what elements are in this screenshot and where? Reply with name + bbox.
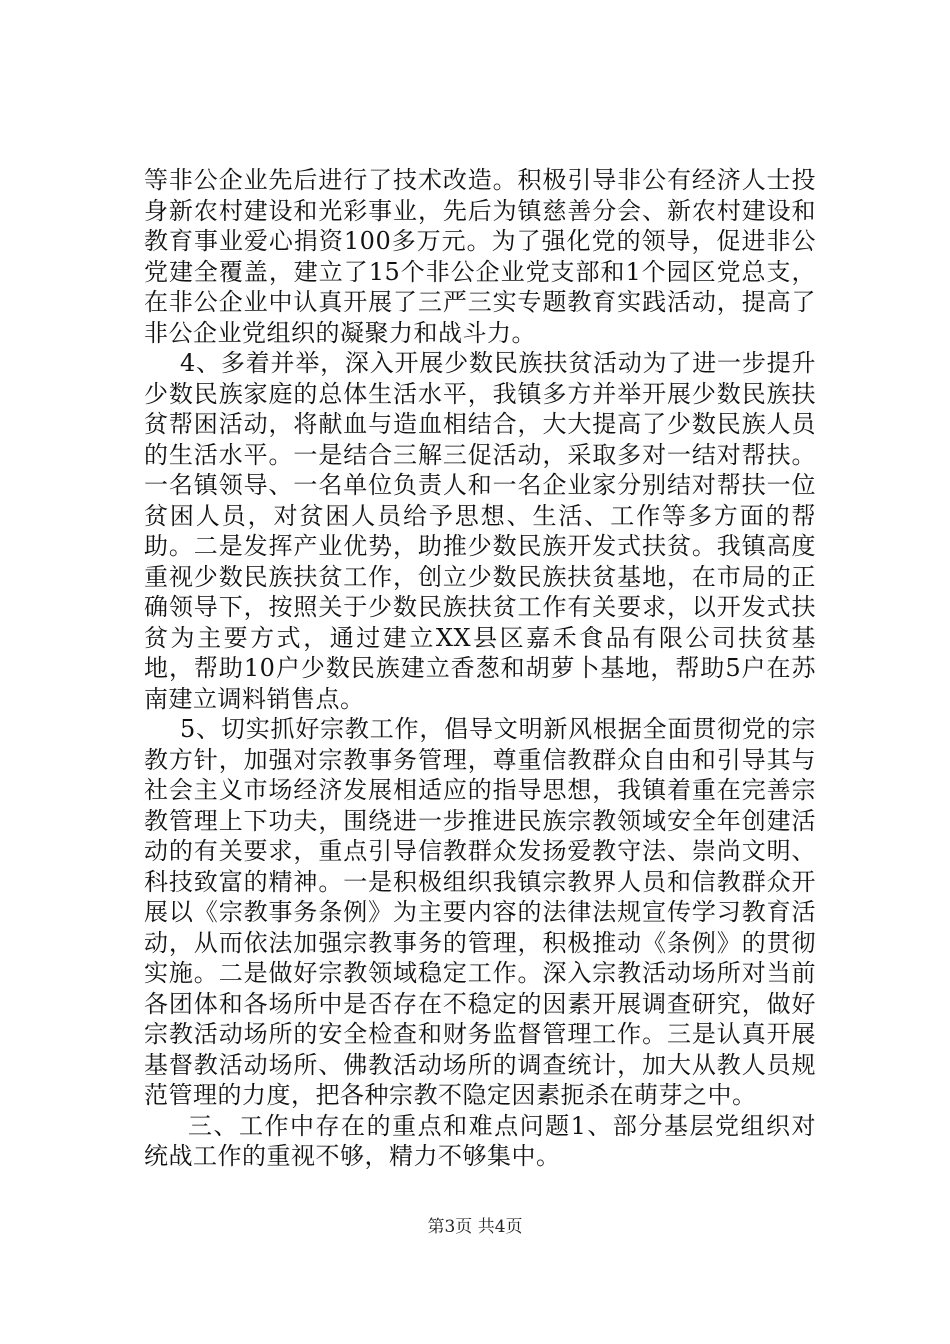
paragraph-continuation: 等非公企业先后进行了技术改造。积极引导非公有经济人士投身新农村建设和光彩事业，先后为镇慈善分会、新农村建设和教育事业爱心捐资100多万元。为了强化党的领导，促进非公党建全覆盖，建立了15个非公企业党支部和1个园区党总支，在非公企业中认真开展了三严三实专题教育实践活动，提高了非公企业党组织的凝聚力和战斗力。 (144, 166, 816, 347)
document-body (144, 165, 816, 1172)
paragraph-section-4: 4、多着并举，深入开展少数民族扶贫活动为了进一步提升少数民族家庭的总体生活水平，我镇多方并举开展少数民族扶贫帮困活动，将献血与造血相结合，大大提高了少数民族人员的生活水平。一是结合三解三促活动，采取多对一结对帮扶。一名镇领导、一名单位负责人和一名企业家分别结对帮扶一位贫困人员，对贫困人员给予思想、生活、工作等多方面的帮助。二是发挥产业优势，助推少数民族开发式扶贫。我镇高度重视少数民族扶贫工作，创立少数民族扶贫基地，在市局的正确领导下，按照关于少数民族扶贫工作有关要求，以开发式扶贫为主要方式，通过建立XX县区嘉禾食品有限公司扶贫基地，帮助10户少数民族建立香葱和胡萝卜基地，帮助5户在苏南建立调料销售点。 (144, 349, 816, 713)
paragraph-section-5: 5、切实抓好宗教工作，倡导文明新风根据全面贯彻党的宗教方针，加强对宗教事务管理，尊重信教群众自由和引导其与社会主义市场经济发展相适应的指导思想，我镇着重在完善宗教管理上下功夫，围绕进一步推进民族宗教领域安全年创建活动的有关要求，重点引导信教群众发扬爱教守法、崇尚文明、科技致富的精神。一是积极组织我镇宗教界人员和信教群众开展以《宗教事务条例》为主要内容的法律法规宣传学习教育活动，从而依法加强宗教事务的管理，积极推动《条例》的贯彻实施。二是做好宗教领域稳定工作。深入宗教活动场所对当前各团体和各场所中是否存在不稳定的因素开展调查研究，做好宗教活动场所的安全检查和财务监督管理工作。三是认真开展基督教活动场所、佛教活动场所的调查统计，加大从教人员规范管理的力度，把各种宗教不隐定因素扼杀在萌芽之中。 (144, 715, 816, 1109)
page-footer: 第3页 共4页 (427, 1217, 523, 1237)
paragraph-section-3-issues: 三、工作中存在的重点和难点问题1、部分基层党组织对统战工作的重视不够，精力不够集中。 (144, 1111, 816, 1170)
